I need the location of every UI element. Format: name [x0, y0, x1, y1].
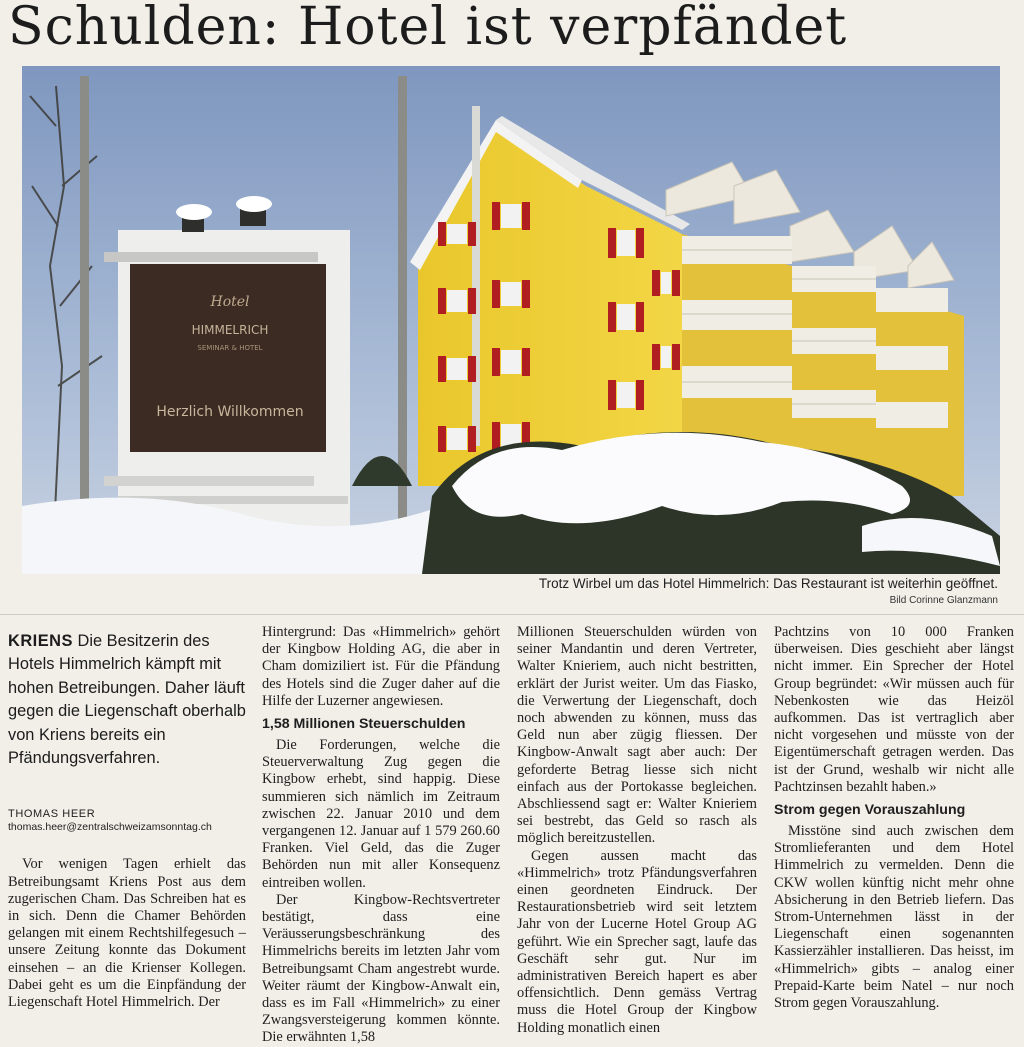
author-name: THOMAS HEER — [8, 808, 96, 821]
paragraph: Der Kingbow-Rechtsvertreter bestätigt, dass eine Veräusserungsbeschränkung des Himmelrichs bereits im letzten Jahr vom Betreibungsamt Cham angestrebt wurde. Weiter räumt der Kingbow-Anwalt ein, dass es im Fall «Himmelrich» zu einer Zwangsversteigerung kommen könnte. Die erwähnten 1,58 — [262, 891, 500, 1046]
article-column-2 — [262, 624, 500, 1046]
paragraph: Vor wenigen Tagen erhielt das Betreibungsamt Kriens Post aus dem zugerischen Cham. Das Schreiben hat es in sich. Denn die Chamer Behörden gelangen mit einem Rechtshilfegesuch – unsere Zeitung konnte das Dokument einsehen – an die Krienser Kollegen. Dabei geht es um die Einpfändung der Liegenschaft Hotel Himmelrich. Der — [8, 856, 246, 1011]
sign-brand: Hotel — [210, 294, 250, 310]
paragraph: Hintergrund: Das «Himmelrich» gehört der Kingbow Holding AG, die aber in Cham domiziliert ist. Für die Pfändung des Hotels sind die Zuger daher auf die Hilfe der Luzerner angewiesen. — [262, 624, 500, 709]
author-email: thomas.heer@zentralschweizamsonntag.ch — [8, 821, 212, 834]
paragraph: Millionen Steuerschulden würden von seiner Mandantin und deren Vertreter, Walter Knieriem, auch nicht bestritten, erklärt der Jurist weiter. Um das Fiasko, die Verwertung der Liegenschaft, doch noch abwenden zu können, muss das Geld nun aber zügig fliessen. Der Kingbow-Anwalt sagt aber auch: Der geforderte Betrag liesse sich nicht einfach aus der Portokasse begleichen. Abschliessend sagt er: Walter Knieriem sei bestrebt, das Geld so rasch als möglich bereitzustellen. — [517, 624, 757, 847]
lead-text: Die Besitzerin des Hotels Himmelrich kämpft mit hohen Betreibungen. Daher läuft gegen die Liegenschaft oberhalb von Kriens bereits ein Pfändungsverfahren. — [8, 632, 246, 768]
photo-caption: Trotz Wirbel um das Hotel Himmelrich: Das Restaurant ist weiterhin geöffnet. — [538, 576, 998, 591]
sign-name: HIMMELRICH — [191, 323, 269, 337]
sign-tagline: SEMINAR & HOTEL — [197, 344, 263, 352]
article-lead — [8, 630, 246, 770]
paragraph: Misstöne sind auch zwischen dem Stromlieferanten und dem Hotel Himmelrich zu vermelden. Denn die CKW wollen künftig nicht mehr ohne Absicherung in den Betrieb liefern. Das Strom-Unternehmen lässt in der Liegenschaft einen sogenannten Kassierzähler installieren. Das heisst, im «Himmelrich» gibts – analog einer Prepaid-Karte beim Natel – nur noch Strom gegen Vorauszahlung. — [774, 823, 1014, 1012]
headline: Schulden: Hotel ist verpfändet — [8, 0, 848, 57]
paragraph: Gegen aussen macht das «Himmelrich» trotz Pfändungsverfahren einen geordneten Eindruck. Der Restaurationsbetrieb wird seit letztem Jahr von der Lucerne Hotel Group AG geführt. Wie ein Sprecher sagt, laufe das Geschäft sehr gut. Nur im administrativen Bereich hapert es aber offensichtlich. Denn gemäss Vertrag muss die Hotel Group der Kingbow Holding monatlich einen — [517, 847, 757, 1036]
paragraph: Pachtzins von 10 000 Franken überweisen. Dies geschieht aber längst nicht immer. Ein Sprecher der Hotel Group begründet: «Wir müssen auch für Nebenkosten wie das Heizöl aufkommen. Das ist vertraglich aber nicht vorgesehen und müsste von der Eigentümerschaft getragen werden. Das ist der Grund, weshalb wir nicht alle Pachtzinsen bezahlt haben.» — [774, 624, 1014, 795]
article-column-4 — [774, 624, 1014, 1012]
dateline-place: KRIENS — [8, 632, 73, 650]
subheading: Strom gegen Vorauszahlung — [774, 802, 966, 819]
paragraph: Die Forderungen, welche die Steuerverwaltung Zug gegen die Kingbow erhebt, sind happig. Diese summieren sich nämlich im Zeitraum zwischen 22. Januar 2010 und dem vergangenen 12. Januar auf 1 579 260.60 Franken. Viel Geld, das die Zuger Behörden nun mit aller Konsequenz eintreiben wollen. — [262, 737, 500, 891]
hotel-photo — [22, 66, 1000, 574]
photo-credit: Bild Corinne Glanzmann — [889, 595, 998, 606]
article-column-1 — [8, 624, 246, 1011]
divider — [0, 614, 1024, 615]
article-column-3 — [517, 624, 757, 1036]
subheading: 1,58 Millionen Steuerschulden — [262, 716, 466, 733]
sign-welcome: Herzlich Willkommen — [156, 404, 304, 420]
